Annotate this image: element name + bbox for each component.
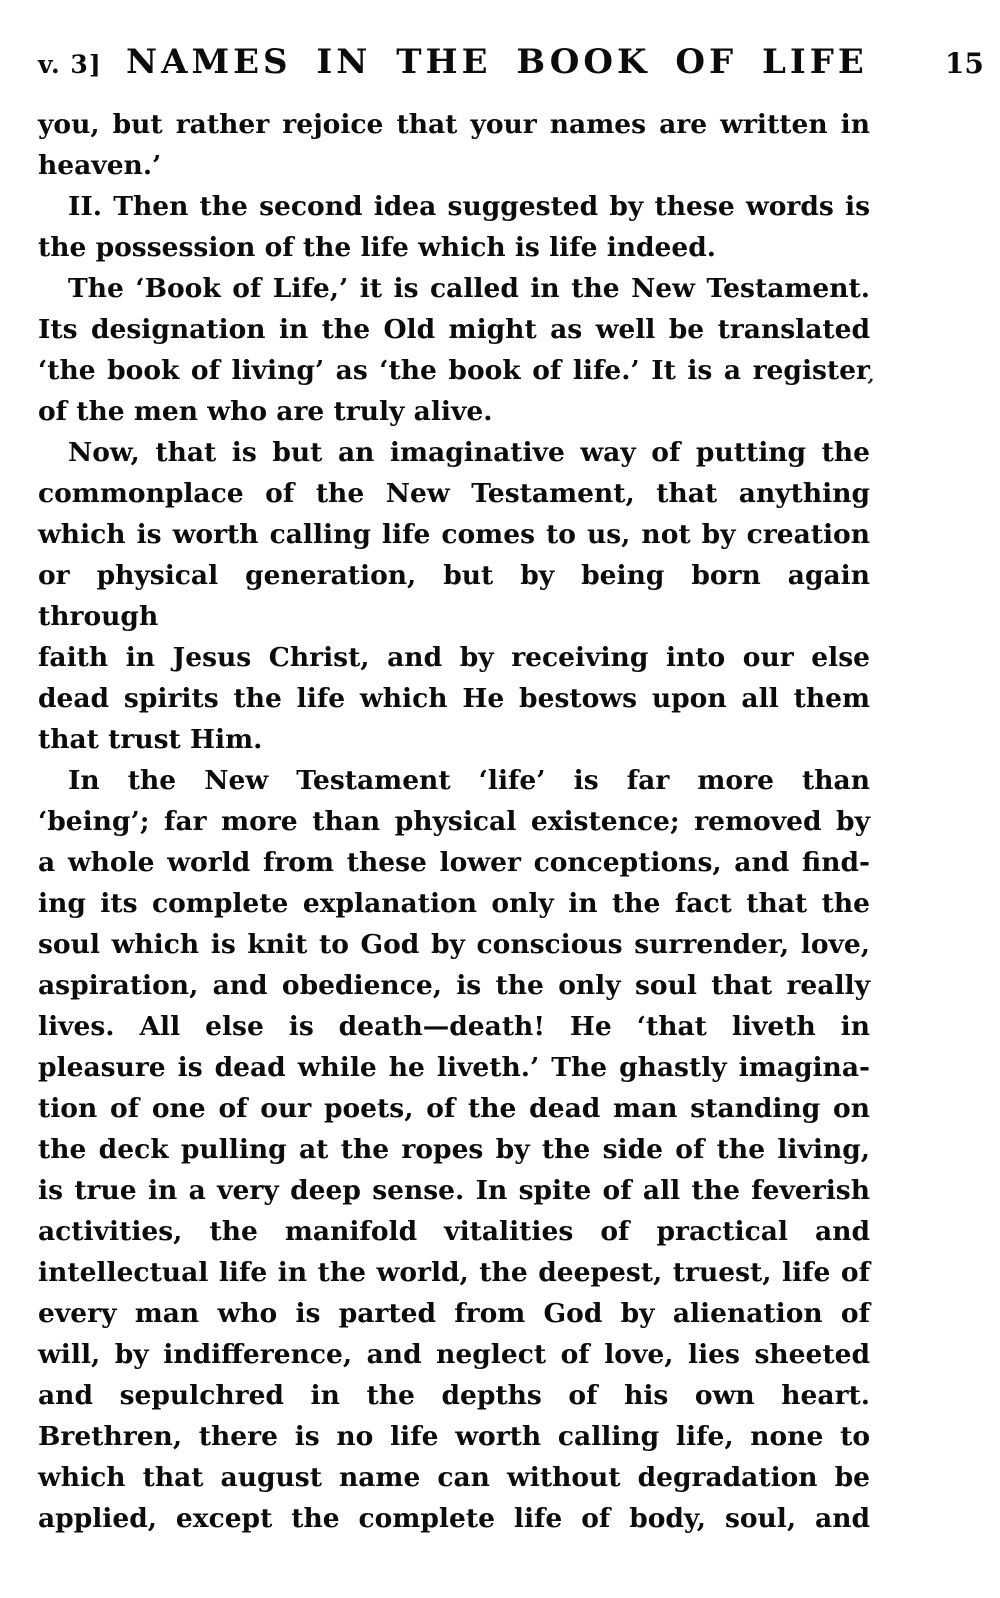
text-line: Now, that is but an imaginative way of putting the <box>68 437 870 468</box>
paragraph <box>38 432 870 760</box>
text-line: ing its complete explanation only in the fact that the <box>38 888 870 919</box>
text-line: The ‘Book of Life,’ it is called in the New Testament. <box>68 273 870 304</box>
text-line: soul which is knit to God by conscious surrender, love, <box>38 929 870 960</box>
paragraph <box>38 104 870 186</box>
text-line: II. Then the second idea suggested by these words is <box>68 191 870 222</box>
paragraph <box>38 760 870 1539</box>
page-body <box>38 104 870 1539</box>
text-line: intellectual life in the world, the deepest, truest, life of <box>38 1257 870 1288</box>
text-line: commonplace of the New Testament, that anything <box>38 478 870 509</box>
text-line: applied, except the complete life of body, soul, and <box>38 1503 870 1534</box>
text-line: and sepulchred in the depths of his own heart. <box>38 1380 870 1411</box>
text-line: ‘being’; far more than physical existence; removed by <box>38 806 870 837</box>
text-line: aspiration, and obedience, is the only soul that really <box>38 970 870 1001</box>
text-line: will, by indifference, and neglect of love, lies sheeted <box>38 1339 870 1370</box>
text-line: every man who is parted from God by alienation of <box>38 1298 870 1329</box>
text-line: which that august name can without degradation be <box>38 1462 870 1493</box>
text-line: activities, the manifold vitalities of practical and <box>38 1216 870 1247</box>
paragraph <box>38 268 870 432</box>
text-line: which is worth calling life comes to us, not by creation <box>38 519 870 550</box>
text-line: Brethren, there is no life worth calling life, none to <box>38 1421 870 1452</box>
stray-ink-mark: ’ <box>863 373 876 399</box>
text-line: dead spirits the life which He bestows upon all them <box>38 683 870 714</box>
text-line: tion of one of our poets, of the dead man standing on <box>38 1093 870 1124</box>
verse-reference: v. 3] <box>38 50 102 79</box>
text-line: of the men who are truly alive. <box>38 396 493 427</box>
paragraph <box>38 186 870 268</box>
text-line: the possession of the life which is life indeed. <box>38 232 717 263</box>
page-title: NAMES IN THE BOOK OF LIFE <box>126 42 868 82</box>
text-line: pleasure is dead while he liveth.’ The ghastly imagina- <box>38 1052 870 1083</box>
text-line: In the New Testament ‘life’ is far more than <box>68 765 870 796</box>
text-line: faith in Jesus Christ, and by receiving into our else <box>38 642 870 673</box>
text-line: Its designation in the Old might as well be translated <box>38 314 870 345</box>
page-number: 15 <box>944 47 984 80</box>
text-line: is true in a very deep sense. In spite of all the feverish <box>38 1175 870 1206</box>
text-line: ‘the book of living’ as ‘the book of life.’ It is a register <box>38 355 870 386</box>
text-line: lives. All else is death—death! He ‘that liveth in <box>38 1011 870 1042</box>
text-line: the deck pulling at the ropes by the side of the living, <box>38 1134 870 1165</box>
text-line: that trust Him. <box>38 724 263 755</box>
text-line: heaven.’ <box>38 150 162 181</box>
text-line: or physical generation, but by being born again through <box>38 560 870 632</box>
text-line: you, but rather rejoice that your names are written in <box>38 109 870 140</box>
text-line: a whole world from these lower conceptions, and find- <box>38 847 870 878</box>
running-head <box>38 42 984 82</box>
